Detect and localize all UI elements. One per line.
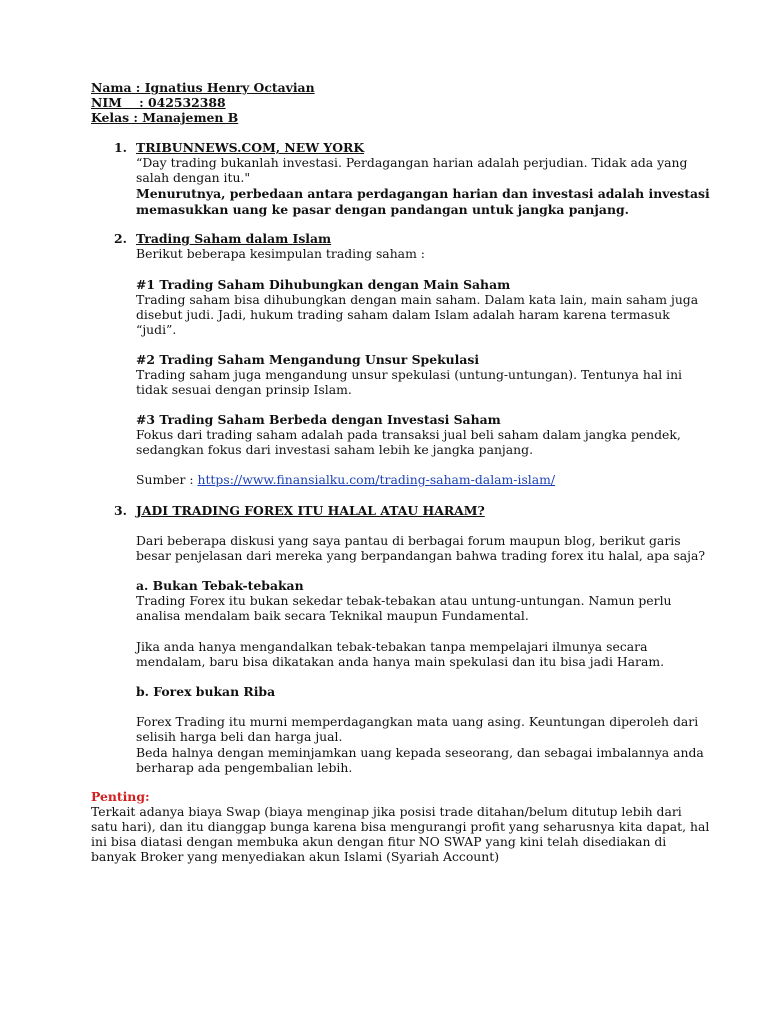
student-nim: NIM : 042532388 [91, 95, 226, 110]
source-line [136, 472, 555, 488]
section1-quote-line: “Day trading bukanlah investasi. Perdagangan harian adalah perjudian. Tidak ada yang [136, 155, 688, 170]
sub-a-title: a. Bukan Tebak-tebakan [136, 578, 304, 593]
student-class: Kelas : Manajemen B [91, 110, 239, 125]
section3-intro-line: Dari beberapa diskusi yang saya pantau di berbagai forum maupun blog, berikut garis [136, 533, 681, 548]
sub-b-line: berharap ada pengembalian lebih. [136, 760, 353, 775]
section2-intro: Berikut beberapa kesimpulan trading saham : [136, 246, 425, 261]
sub-b-title: b. Forex bukan Riba [136, 684, 276, 699]
student-name: Nama : Ignatius Henry Octavian [91, 80, 315, 95]
sub-a-line: Jika anda hanya mengandalkan tebak-tebakan tanpa mempelajari ilmunya secara [136, 639, 648, 654]
point3-line: sedangkan fokus dari investasi saham lebih ke jangka panjang. [136, 442, 534, 457]
point3-line: Fokus dari trading saham adalah pada transaksi jual beli saham dalam jangka pendek, [136, 427, 681, 442]
point3-title: #3 Trading Saham Berbeda dengan Investasi Saham [136, 412, 501, 427]
point1-line: disebut judi. Jadi, hukum trading saham dalam Islam adalah haram karena termasuk [136, 307, 670, 322]
section1-bold-line: Menurutnya, perbedaan antara perdagangan harian dan investasi adalah investasi [136, 186, 710, 201]
penting-line: ini bisa diatasi dengan membuka akun dengan fitur NO SWAP yang kini telah disediakan di [91, 834, 667, 849]
section1-quote-line: salah dengan itu." [136, 170, 251, 185]
point1-title: #1 Trading Saham Dihubungkan dengan Main Saham [136, 277, 511, 292]
point1-line: Trading saham bisa dihubungkan dengan main saham. Dalam kata lain, main saham juga [136, 292, 699, 307]
sub-a-line: analisa mendalam baik secara Teknikal maupun Fundamental. [136, 608, 529, 623]
point2-line: tidak sesuai dengan prinsip Islam. [136, 382, 352, 397]
point1-line: “judi”. [136, 322, 177, 337]
penting-line: banyak Broker yang menyediakan akun Islami (Syariah Account) [91, 849, 500, 864]
section3-intro-line: besar penjelasan dari mereka yang berpandangan bahwa trading forex itu halal, apa saja? [136, 548, 706, 563]
source-label: Sumber : [136, 472, 198, 487]
source-link[interactable]: https://www.finansialku.com/trading-saham-dalam-islam/ [197, 472, 556, 487]
penting-line: Terkait adanya biaya Swap (biaya menginap jika posisi trade ditahan/belum ditutup lebih dari [91, 804, 682, 819]
section2-heading: Trading Saham dalam Islam [136, 231, 332, 246]
sub-b-line: Forex Trading itu murni memperdagangkan mata uang asing. Keuntungan diperoleh dari [136, 714, 699, 729]
sub-b-line: Beda halnya dengan meminjamkan uang kepada seseorang, dan sebagai imbalannya anda [136, 745, 704, 760]
point2-title: #2 Trading Saham Mengandung Unsur Spekulasi [136, 352, 480, 367]
section1-bold-line: memasukkan uang ke pasar dengan pandangan untuk jangka panjang. [136, 202, 629, 217]
penting-line: satu hari), dan itu dianggap bunga karena bisa mengurangi profit yang seharusnya kita dapat, hal [91, 819, 710, 834]
section3-number: 3. [114, 503, 127, 518]
penting-label: Penting: [91, 789, 150, 804]
section1-number: 1. [114, 140, 127, 155]
sub-a-line: mendalam, baru bisa dikatakan anda hanya main spekulasi dan itu bisa jadi Haram. [136, 654, 665, 669]
section2-number: 2. [114, 231, 127, 246]
section3-heading: JADI TRADING FOREX ITU HALAL ATAU HARAM? [136, 503, 485, 518]
sub-b-line: selisih harga beli dan harga jual. [136, 729, 343, 744]
section1-heading: TRIBUNNEWS.COM, NEW YORK [136, 140, 365, 155]
point2-line: Trading saham juga mengandung unsur spekulasi (untung-untungan). Tentunya hal ini [136, 367, 683, 382]
sub-a-line: Trading Forex itu bukan sekedar tebak-tebakan atau untung-untungan. Namun perlu [136, 593, 672, 608]
